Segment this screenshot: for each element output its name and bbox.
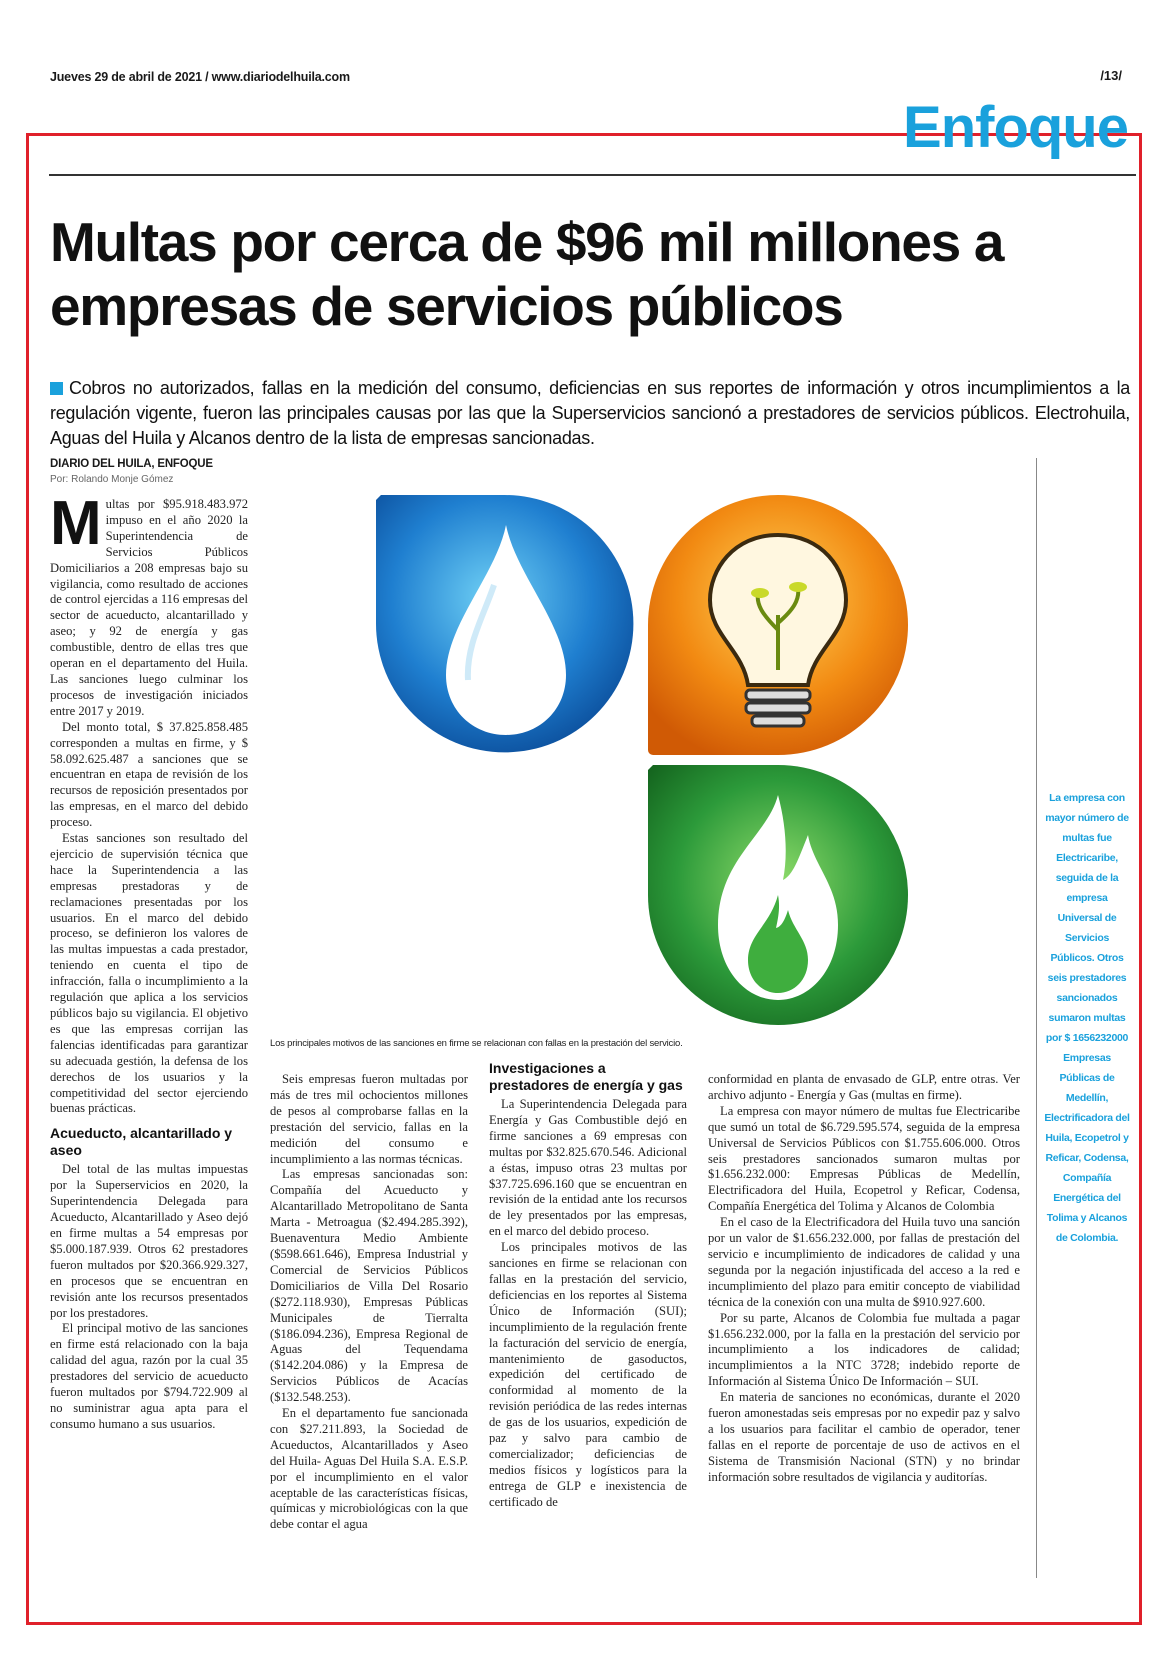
col4-paragraph: En materia de sanciones no económicas, durante el 2020 fueron amonestadas seis empresas por no expedir paz y salvo a los usuarios para facilitar el cambio de operador, tener fallas en el reporte de porcentaje de uso de activos en el Sistema de Transmisión Nacional (STN) y no brindar información sobre resultados de vigilancia y auditorías. — [708, 1390, 1020, 1484]
date-site-line: Jueves 29 de abril de 2021 / www.diariodelhuila.com — [50, 70, 350, 84]
services-illustration — [376, 495, 916, 1035]
col2-paragraph: Seis empresas fueron multadas por más de tres mil ochocientos millones de pesos al comprobarse fallas en la prestación del servicio, fallas en la medición del consumo e incumplimiento a las normas técnicas. — [270, 1072, 468, 1166]
light-bulb-icon — [648, 495, 908, 755]
col1-paragraph: El principal motivo de las sanciones en firme está relacionado con la baja calidad del agua, razón por la cual 35 prestadores del servicio de acueducto fueron multados por $794.722.909 al no suministrar agua apta para el consumo humano a sus usuarios. — [50, 1321, 248, 1431]
sidebar-rule — [1036, 458, 1037, 1578]
headline: Multas por cerca de $96 mil millones a empresas de servicios públicos — [50, 211, 1004, 337]
col1-paragraph: Estas sanciones son resultado del ejercicio de supervisión técnica que hace la Superintendencia a las empresas prestadoras y de reclamaciones presentadas por los usuarios. En el marco del debido proceso, se definieron los valores de las multas impuestas a cada prestador, teniendo en cuenta el tipo de infracción, falla o incumplimiento a la regulación que aplica a los servicios públicos bajo su vigilancia. El objetivo es que las empresas corrijan las falencias identificadas para garantizar su adecuada gestión, la defensa de los derechos de los usuarios y la competitividad del sector ejerciendo buenas prácticas. — [50, 831, 248, 1116]
column-3 — [489, 1060, 687, 1511]
col2-paragraph: Las empresas sancionadas son: Compañía del Acueducto y Alcantarillado Metropolitano de Santa Marta - Metroagua ($2.494.285.392), Buenaventura Medio Ambiente ($598.661.646), Empresa Industrial y Comercial de Servicios Públicos Domiciliarios de Villa Del Rosario ($272.118.930), Empresas Públicas Municipales de Tierralta ($186.094.236), Empresa Regional de Aguas del Tequendama ($142.204.086) y la Empresa de Servicios Públicos de Acacías ($132.548.253). — [270, 1167, 468, 1405]
column-4 — [708, 1072, 1020, 1486]
subhead-energia-gas: Investigaciones a prestadores de energía y gas — [489, 1060, 683, 1093]
source-line: DIARIO DEL HUILA, ENFOQUE — [50, 458, 213, 470]
water-drop-icon — [376, 495, 633, 752]
author-line: Por: Rolando Monje Gómez — [50, 474, 174, 485]
subhead-acueducto: Acueducto, alcantarillado y aseo — [50, 1125, 233, 1159]
page-number: /13/ — [1100, 68, 1122, 83]
drop-cap: M — [50, 489, 102, 558]
header-rule — [49, 174, 1136, 176]
col1-paragraph: Multas por $95.918.483.972 impuso en el año 2020 la Superintendencia de Servicios Públicos Domiciliarios a 208 empresas bajo su vigilancia, como resultado de acciones de control ejercidas a 116 empresas del sector de acueducto, alcantarillado y aseo; y 92 de energía y gas combustible, dentro de ellas tres que operan en el departamento del Huila. Las sanciones luego culminar los procesos de investigación iniciados entre 2017 y 2019. — [50, 489, 248, 718]
col3-paragraph: Los principales motivos de las sanciones en firme se relacionan con fallas en la prestación del servicio, deficiencias en los reportes al Sistema Único de Información (SUI); incumplimiento de la regulación frente la facturación del servicio de energía, mantenimiento de gasoductos, expedición del certificado de conformidad al momento de la revisión periódica de las redes internas de gas de los usuarios, expedición de paz y salvo para cambio de comercializador; deficiencias de medios físicos y logísticos para la entrega de GLP e inexistencia de certificado de — [489, 1240, 687, 1509]
col1-paragraph: Del total de las multas impuestas por la Superservicios en 2020, la Superintendencia Delegada para Acueducto, Alcantarillado y Aseo dejó en firme multas a 54 empresas por $5.000.187.939. Otros 62 prestadores fueron multados por $20.366.929.327, en procesos que se encuentran en revisión ante los recursos presentados por los prestadores. — [50, 1162, 248, 1320]
col4-paragraph: La empresa con mayor número de multas fue Electricaribe que sumó un total de $6.729.595.574, seguida de la empresa Universal de Servicios Públicos con $1.755.606.000. Otros seis prestadores sancionados sumaron multas por $1.656.232.000: Empresas Públicas de Medellín, Electrificadora del Huila, Ecopetrol y Reficar, Codensa, Compañía Energética del Tolima y Alcanos de Colombia — [708, 1103, 1020, 1214]
deck — [50, 376, 1130, 451]
col4-paragraph: Por su parte, Alcanos de Colombia fue multada a pagar $1.656.232.000, por la falla en la prestación del servicio por incumplimiento a los indicadores de calidad; incumplimientos a la NTC 3728; indebido reporte de Información al Sistema Único De Información – SUI. — [708, 1310, 1020, 1389]
pull-quote: La empresa con mayor número de multas fue Electricaribe, seguida de la empresa Universal de Servicios Públicos. Otros seis prestadores sancionados sumaron multas por $ 1656232000 Empresas Públicas de Medellín, Electrificadora del Huila, Ecopetrol y Reficar, Codensa, Compañía Energética del Tolima y Alcanos de Colombia. — [1044, 792, 1130, 1244]
flame-icon — [648, 765, 908, 1025]
col3-paragraph: La Superintendencia Delegada para Energía y Gas Combustible dejó en firme sanciones a 69 empresas con multas por $32.825.670.546. Adicional a éstas, impuso otras 23 multas por $37.725.696.160 que se encuentran en revisión de la entidad ante los recursos de ley presentados por las empresas, en el marco del debido proceso. — [489, 1097, 687, 1239]
col2-paragraph: En el departamento fue sancionada con $27.211.893, la Sociedad de Acueductos, Alcantarillados y Aseo del Huila- Aguas Del Huila S.A. E.S.P. por el incumplimiento en el valor aceptable de las características físicas, químicas y microbiológicas con la que debe contar el agua — [270, 1406, 468, 1532]
col4-paragraph: conformidad en planta de envasado de GLP, entre otras. Ver archivo adjunto - Energía y Gas (multas en firme). — [708, 1072, 1020, 1102]
col1-paragraph: Del monto total, $ 37.825.858.485 corresponden a multas en firme, y $ 58.092.625.487 a sanciones que se encuentran en etapa de revisión de los recursos de reposición presentados por las empresas, en el marco del debido proceso. — [50, 719, 248, 830]
column-1 — [50, 489, 248, 1433]
col4-paragraph: En el caso de la Electrificadora del Huila tuvo una sanción por un valor de $1.656.232.000, por fallas de prestación del servicio e incumplimiento de indicadores de calidad y una segunda por la negación injustificada del acceso a la red e incumplimiento del plazo para emitir concepto de viabilidad técnica de la conexión con una multa de $910.927.600. — [708, 1215, 1020, 1309]
deck-bullet-icon — [50, 382, 63, 395]
column-2 — [270, 1072, 468, 1533]
section-title: Enfoque — [903, 95, 1128, 160]
deck-text: Cobros no autorizados, fallas en la medición del consumo, deficiencias en sus reportes de información y otros incumplimientos a la regulación vigente, fueron las principales causas por las que la Superservicios sancionó a prestadores de servicios públicos. Electrohuila, Aguas del Huila y Alcanos dentro de la lista de empresas sancionadas. — [50, 378, 1130, 448]
image-caption: Los principales motivos de las sanciones en firme se relacionan con fallas en la prestación del servicio. — [270, 1038, 683, 1049]
